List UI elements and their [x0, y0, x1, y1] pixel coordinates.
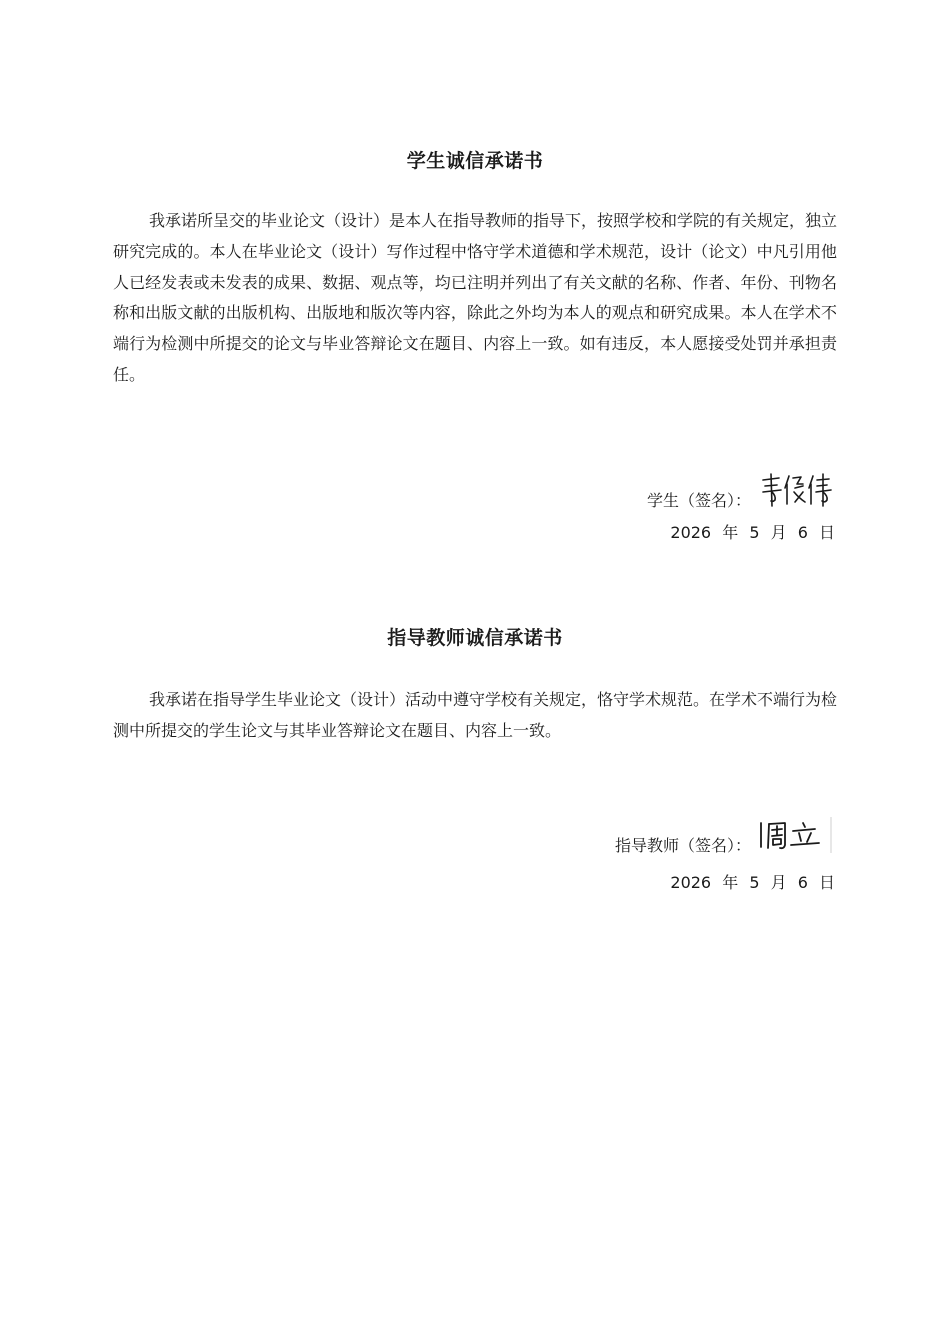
advisor-date-year-unit: 年	[722, 873, 739, 892]
advisor-pledge-title: 指导教师诚信承诺书	[387, 627, 563, 649]
advisor-date-day: 6	[797, 873, 808, 892]
advisor-date	[670, 870, 835, 893]
advisor-signature-scribble	[757, 815, 835, 857]
advisor-signature-row	[615, 815, 835, 857]
student-date	[670, 520, 835, 543]
advisor-date-month: 5	[749, 873, 760, 892]
student-date-month-unit: 月	[770, 523, 787, 542]
student-signature-scribble	[757, 470, 835, 512]
advisor-signature-label: 指导教师（签名）：	[614, 836, 751, 855]
student-signature-row	[647, 470, 835, 512]
student-date-year: 2026	[670, 523, 712, 542]
advisor-date-year: 2026	[670, 873, 712, 892]
student-date-day-unit: 日	[818, 523, 835, 542]
student-date-year-unit: 年	[722, 523, 739, 542]
advisor-date-day-unit: 日	[818, 873, 835, 892]
student-pledge-body: 我承诺所呈交的毕业论文（设计）是本人在指导教师的指导下，按照学校和学院的有关规定，独立研究完成的。本人在毕业论文（设计）写作过程中恪守学术道德和学术规范，设计（论文）中凡引用他人已经发表或未发表的成果、数据、观点等，均已注明并列出了有关文献的名称、作者、年份、刊物名称和出版文献的出版机构、出版地和版次等内容，除此之外均为本人的观点和研究成果。本人在学术不端行为检测中所提交的论文与毕业答辩论文在题目、内容上一致。如有违反，本人愿接受处罚并承担责任。	[113, 211, 838, 384]
advisor-handwritten-signature	[757, 815, 835, 857]
student-date-day: 6	[797, 523, 808, 542]
student-date-month: 5	[749, 523, 760, 542]
advisor-pledge-body: 我承诺在指导学生毕业论文（设计）活动中遵守学校有关规定，恪守学术规范。在学术不端行为检测中所提交的学生论文与其毕业答辩论文在题目、内容上一致。	[113, 690, 838, 740]
student-handwritten-signature	[757, 470, 835, 512]
student-pledge-title: 学生诚信承诺书	[406, 150, 544, 172]
student-signature-label: 学生（签名）：	[646, 491, 751, 510]
advisor-date-month-unit: 月	[770, 873, 787, 892]
